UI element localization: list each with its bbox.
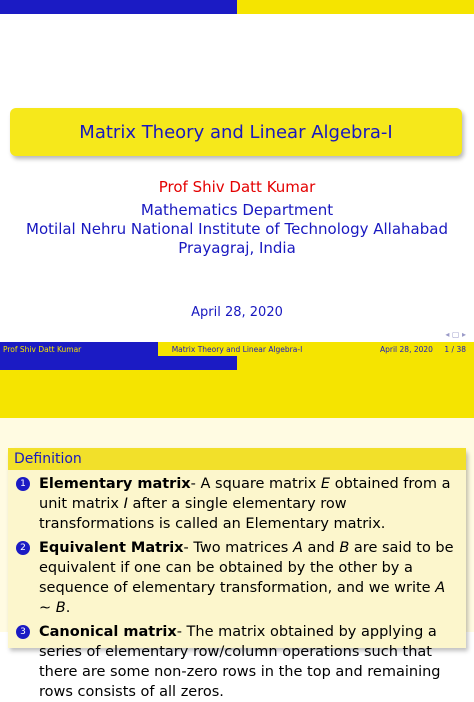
item-text: Equivalent Matrix- Two matrices A and B are said to be equivalent if one can be obtained by the other by a sequence of elementary transformation, and we write A ∼ B. [39, 540, 454, 616]
navigation-controls[interactable]: ◂ ▢ ▸ [445, 330, 466, 339]
presentation-date: April 28, 2020 [191, 305, 283, 320]
slide2-frame-title-band [0, 370, 474, 418]
slide2-top-bar-yellow [237, 356, 474, 370]
top-bar-yellow [237, 0, 474, 14]
author: Prof Shiv Datt Kumar [158, 178, 316, 196]
term-elementary-matrix: Elementary matrix [39, 476, 191, 492]
footer-date: April 28, 2020 [380, 344, 433, 354]
definition-block [8, 448, 466, 700]
item-text: Elementary matrix- A square matrix E obtained from a unit matrix I after a single elementary row transformations is called an Elementary matrix. [39, 476, 451, 532]
list-item-equivalent-matrix [16, 538, 458, 618]
item-number-badge: 2 [16, 541, 30, 555]
footer-title: Matrix Theory and Linear Algebra-I [158, 342, 316, 356]
top-bar-blue [0, 0, 237, 14]
title-box [10, 108, 462, 156]
slide2-top-bar-blue [0, 356, 237, 370]
slide2-top-bar [0, 356, 474, 370]
item-number-badge: 1 [16, 477, 30, 491]
definition-list [8, 470, 466, 702]
item-number-badge: 3 [16, 625, 30, 639]
list-item-elementary-matrix [16, 474, 458, 534]
footer-date-page [316, 342, 474, 356]
footer-page-number: 1 / 38 [444, 344, 466, 354]
footer-author: Prof Shiv Datt Kumar [0, 342, 158, 356]
list-item-canonical-matrix [16, 622, 458, 702]
presentation-title: Matrix Theory and Linear Algebra-I [79, 121, 393, 143]
top-bar [0, 0, 474, 14]
definition-slide [0, 356, 474, 700]
location: Prayagraj, India [178, 239, 296, 257]
term-equivalent-matrix: Equivalent Matrix [39, 540, 184, 556]
footer-bar [0, 342, 474, 356]
department: Mathematics Department [140, 201, 334, 219]
item-text: Canonical matrix- The matrix obtained by applying a series of elementary row/column operations such that there are some non-zero rows in the top and remaining rows consists of all zeros. [39, 624, 441, 700]
term-canonical-matrix: Canonical matrix [39, 624, 177, 640]
institute: Motilal Nehru National Institute of Technology Allahabad [26, 220, 448, 238]
definition-block-title: Definition [8, 448, 466, 470]
